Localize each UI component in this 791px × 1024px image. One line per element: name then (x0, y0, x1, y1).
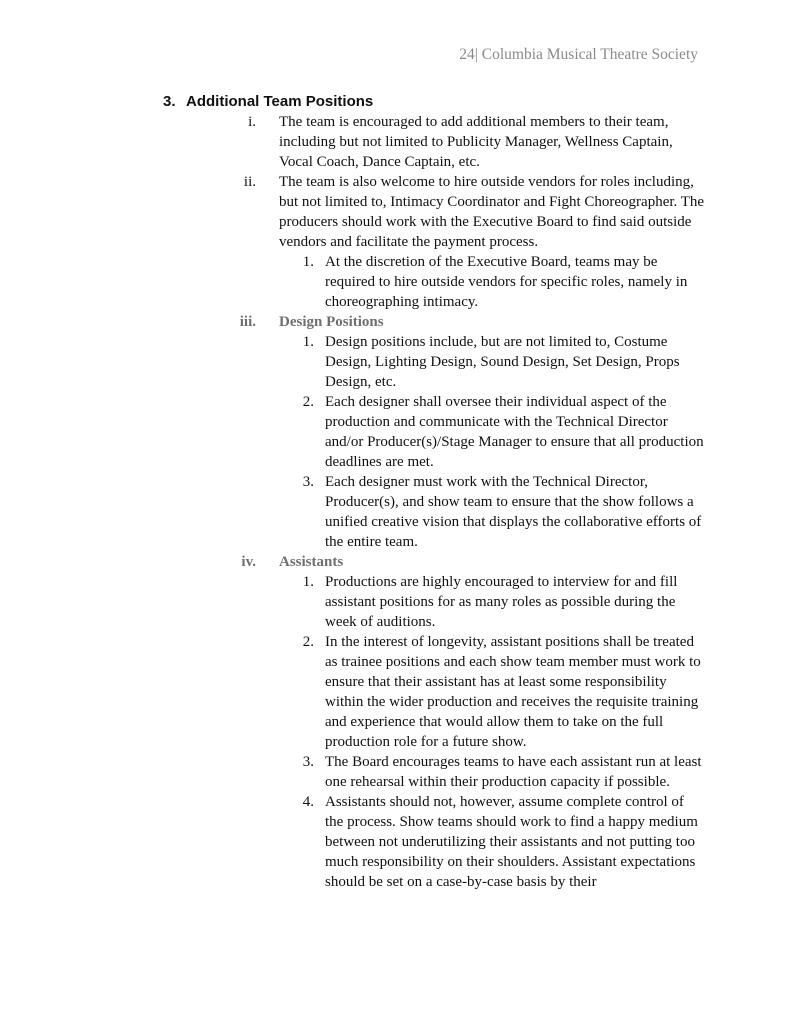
list-marker: ii. (243, 174, 256, 190)
list-marker: 1. (302, 574, 314, 590)
list-item (0, 752, 791, 792)
subsection-heading (0, 312, 791, 332)
list-marker: iii. (239, 314, 256, 330)
list-item-text: The Board encourages teams to have each assistant run at least one rehearsal within their production capacity if possible. (325, 754, 702, 790)
section-heading (0, 90, 791, 112)
list-marker: i. (248, 114, 256, 130)
list-marker: 2. (302, 394, 314, 410)
section-title: Additional Team Positions (186, 93, 374, 110)
subsection-title: Assistants (279, 554, 344, 570)
list-item (0, 252, 791, 312)
list-item-text: In the interest of longevity, assistant positions shall be treated as trainee positions and each show team member must work to ensure that their assistant has at least some responsibility within the wider production and receives the requisite training and experience that would allow them to take on the full production role for a future show. (325, 634, 701, 750)
list-marker: 3. (302, 474, 314, 490)
list-item-text: The team is also welcome to hire outside vendors for roles including, but not limited to, Intimacy Coordinator and Fight Choreographer. The producers should work with the Executive Board to find said outside vendors and facilitate the payment process. (279, 174, 705, 250)
list-item-text: Each designer must work with the Technical Director, Producer(s), and show team to ensure that the show follows a unified creative vision that displays the collaborative efforts of the entire team. (325, 474, 702, 550)
list-item (0, 792, 791, 892)
list-item-text: The team is encouraged to add additional members to their team, including but not limited to Publicity Manager, Wellness Captain, Vocal Coach, Dance Captain, etc. (279, 114, 673, 170)
page-header: 24| Columbia Musical Theatre Society (459, 46, 698, 63)
subsection-title: Design Positions (279, 314, 384, 330)
list-item (0, 572, 791, 632)
list-marker: 1. (302, 334, 314, 350)
list-marker: iv. (241, 554, 256, 570)
list-item (0, 332, 791, 392)
list-item (0, 632, 791, 752)
list-item-text: Productions are highly encouraged to interview for and fill assistant positions for as many roles as possible during the week of auditions. (325, 574, 678, 630)
section-number: 3. (163, 93, 176, 110)
list-marker: 2. (302, 634, 314, 650)
list-marker: 3. (302, 754, 314, 770)
list-item (0, 112, 791, 172)
list-marker: 4. (302, 794, 314, 810)
list-item-text: Design positions include, but are not limited to, Costume Design, Lighting Design, Sound Design, Set Design, Props Design, etc. (325, 334, 680, 390)
list-item-text: At the discretion of the Executive Board, teams may be required to hire outside vendors for specific roles, namely in choreographing intimacy. (325, 254, 688, 310)
list-marker: 1. (302, 254, 314, 270)
subsection-heading (0, 552, 791, 572)
document-body (0, 90, 791, 892)
list-item-text: Each designer shall oversee their individual aspect of the production and communicate with the Technical Director and/or Producer(s)/Stage Manager to ensure that all production deadlines are met. (325, 394, 704, 470)
list-item (0, 172, 791, 252)
list-item (0, 392, 791, 472)
list-item-text: Assistants should not, however, assume complete control of the process. Show teams should work to find a happy medium between not underutilizing their assistants and not putting too much responsibility on their shoulders. Assistant expectations should be set on a case-by-case basis by their (325, 794, 698, 890)
list-item (0, 472, 791, 552)
